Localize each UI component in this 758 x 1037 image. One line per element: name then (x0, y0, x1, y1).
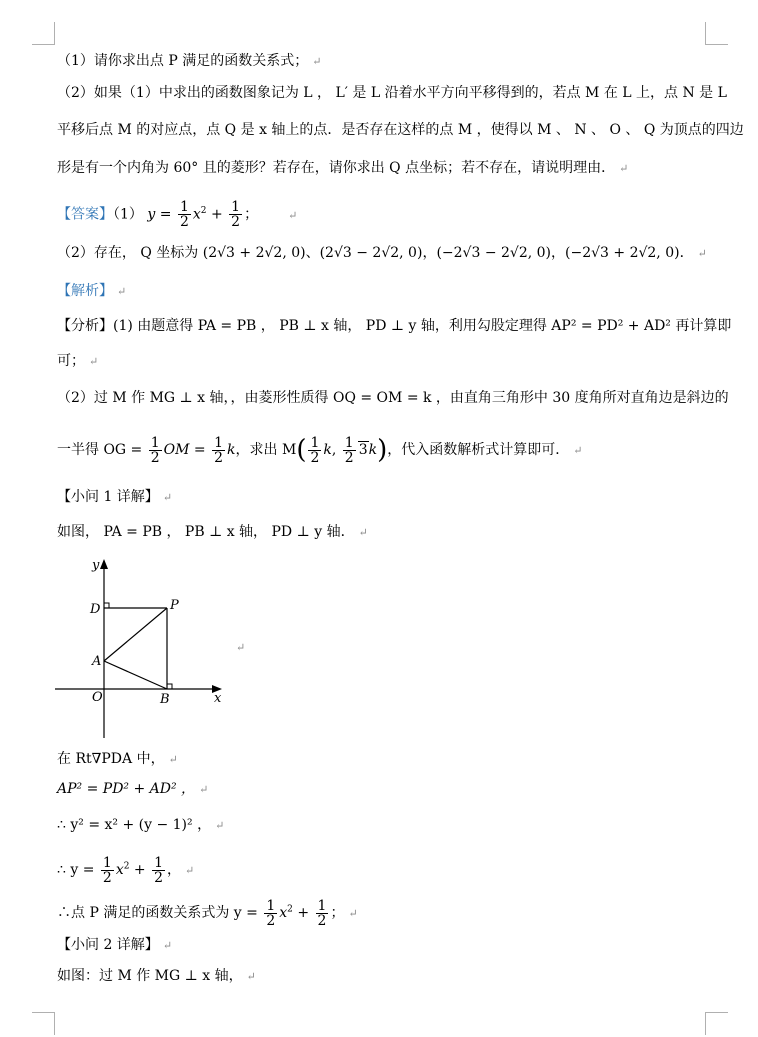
answer-line-1: 【答案】（1） y = $\frac{1}{2}$ $x^2$ + $\frac{1}{2}$ ； ↵ (57, 199, 298, 230)
subquestion-1-heading: 【小问 1 详解】 ↵ (57, 489, 173, 505)
paragraph-mark: ↵ (236, 641, 246, 654)
right-angle-b (167, 684, 172, 689)
question-2-line-3: 形是有一个内角为 60° 且的菱形？若存在，请你求出 Q 点坐标；若不存在，请说明理由． ↵ (57, 160, 629, 176)
rt-triangle-line: 在 Rt∇PDA 中， ↵ (57, 751, 178, 767)
analysis-line-3: （2）过 M 作 MG ⊥ x 轴，，由菱形性质得 OQ = OM = k ，由直角三角形中 30 度角所对直角边是斜边的 (57, 390, 729, 406)
analysis-tag: 【解析】 ↵ (57, 283, 127, 299)
answer-line-2: （2）存在， Q 坐标为 (2√3 + 2√2, 0)、(2√3 − 2√2, 0)，(−2√3 − 2√2, 0)，(−2√3 + 2√2, 0)． ↵ (57, 245, 707, 261)
analysis-line-4: 一半得 OG = $\frac{1}{2}$ OM = $\frac{1}{2}$ k，求出 M( $\frac{1}{2}$ k, $\frac{1}{2}$ 3k)，代入函数解析式计算即可． ↵ (57, 434, 583, 466)
question-2-line-2: 平移后点 M 的对应点，点 Q 是 x 轴上的点．是否存在这样的点 M ，使得以 M 、 N 、 O 、 Q 为顶点的四边 (57, 122, 744, 138)
right-angle-d (104, 603, 109, 608)
label-d: D (90, 602, 101, 617)
subquestion-2-heading: 【小问 2 详解】 ↵ (57, 937, 173, 953)
figure-intro-1: 如图， PA = PB ， PB ⊥ x 轴， PD ⊥ y 轴． ↵ (57, 524, 368, 540)
analysis-line-1: 【分析】(1) 由题意得 PA = PB ， PB ⊥ x 轴， PD ⊥ y 轴，利用勾股定理得 AP² = PD² + AD² 再计算即 (57, 318, 732, 334)
question-2-line-1: （2）如果（1）中求出的函数图象记为 L ， L′ 是 L 沿着水平方向平移得到的，若点 M 在 L 上，点 N 是 L (57, 85, 727, 101)
segment-ab (104, 661, 167, 689)
analysis-line-2: 可； ↵ (57, 353, 99, 369)
label-p: P (170, 598, 179, 613)
page-corner-mark (705, 1012, 728, 1035)
coordinate-figure (50, 553, 230, 743)
label-o: O (92, 690, 103, 705)
page-corner-mark (32, 1012, 55, 1035)
conclusion-line: ∴点 P 满足的函数关系式为 y = $\frac{1}{2}$ $x^2$ + $\frac{1}{2}$ ； ↵ (57, 897, 358, 929)
question-1: （1）请你求出点 P 满足的函数关系式； ↵ (57, 53, 322, 69)
page-corner-mark (705, 22, 728, 45)
equation-1: AP² = PD² + AD² ， ↵ (57, 781, 209, 797)
segment-ap (104, 608, 167, 661)
equation-2: ∴ y² = x² + (y − 1)² ， ↵ (57, 817, 225, 833)
label-y: y (92, 558, 100, 573)
page-corner-mark (32, 22, 55, 45)
label-b: B (160, 692, 170, 707)
label-x: x (214, 691, 222, 706)
y-axis-arrow (100, 559, 108, 569)
label-a: A (92, 654, 102, 669)
equation-3: ∴ y = $\frac{1}{2}$ $x^2$ + $\frac{1}{2}$ ， ↵ (57, 854, 195, 886)
figure-intro-2: 如图：过 M 作 MG ⊥ x 轴， ↵ (57, 968, 256, 984)
